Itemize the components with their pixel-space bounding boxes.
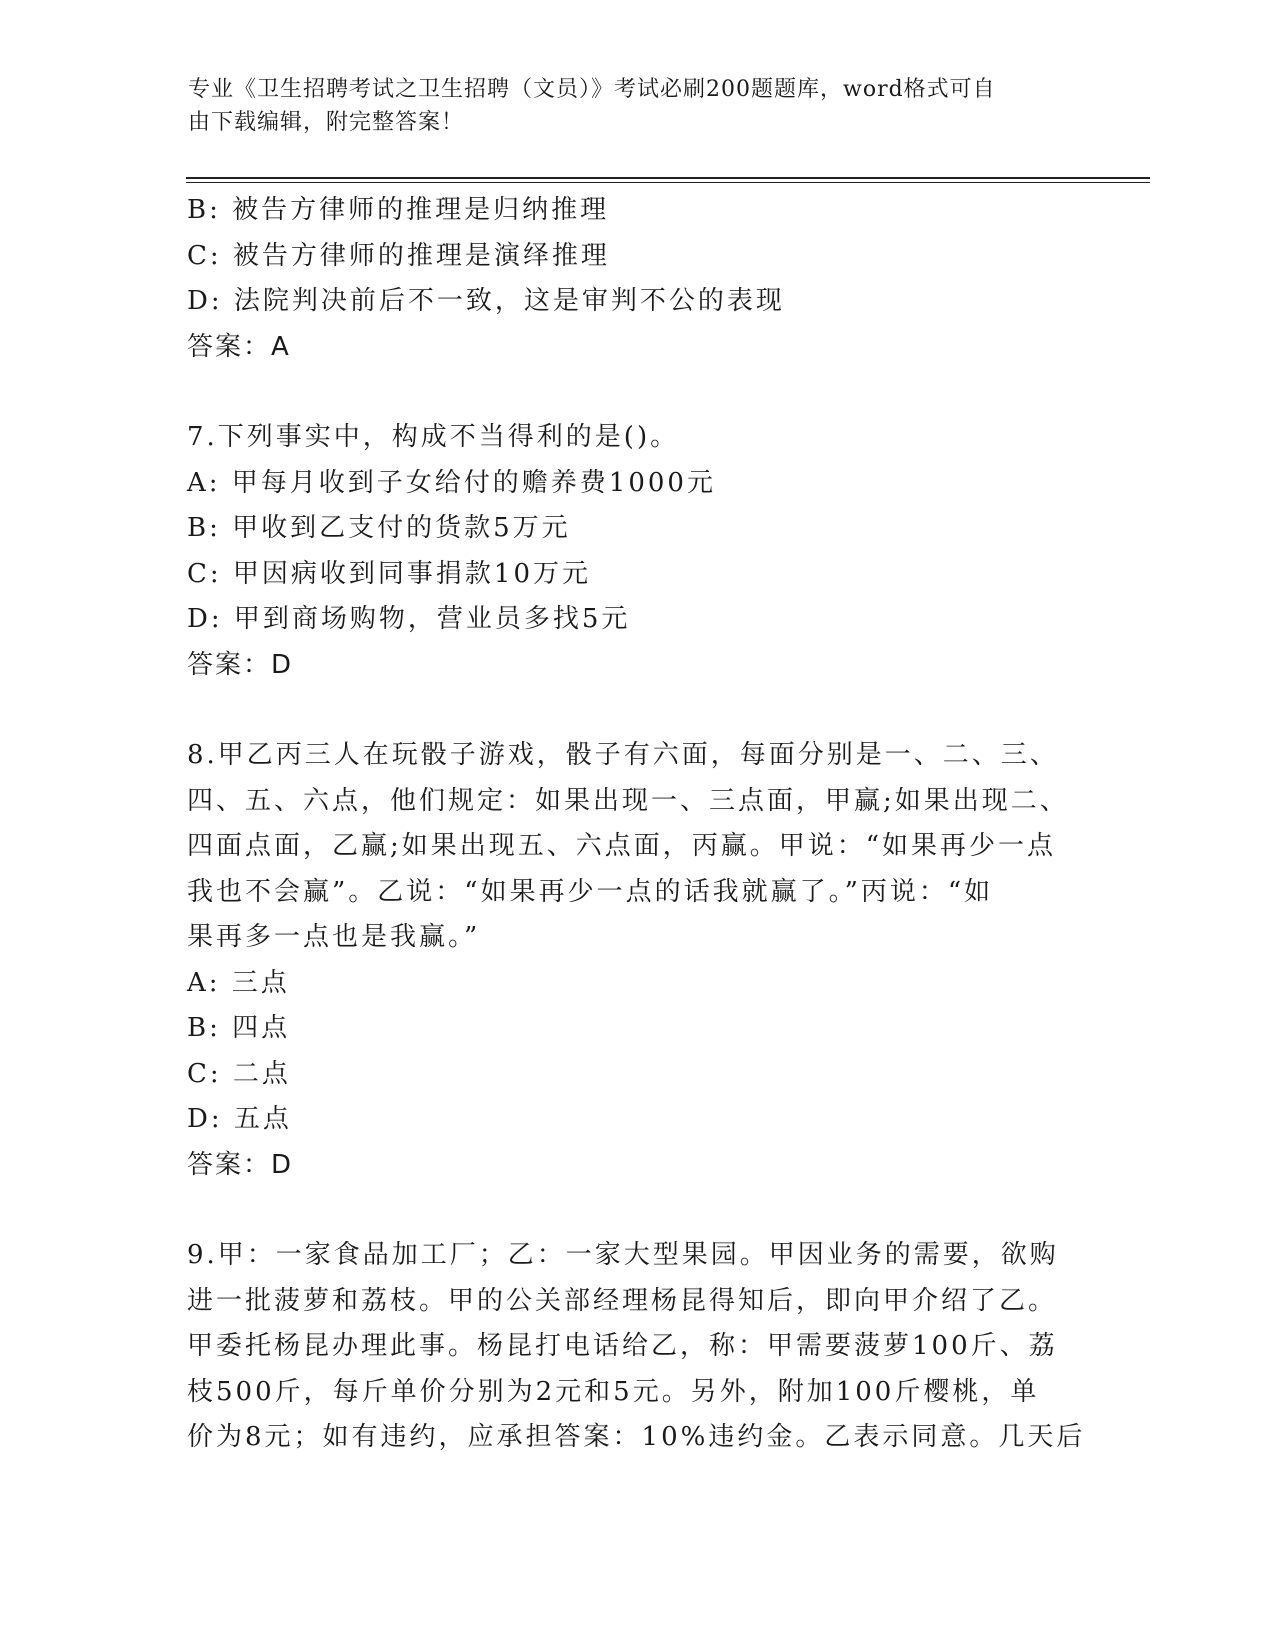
question-stem-line: 枝500斤，每斤单价分别为2元和5元。另外，附加100斤樱桃，单 [187, 1376, 1040, 1407]
answer: 答案：D [187, 1149, 294, 1180]
document-body [187, 188, 1086, 1461]
question-stem-line: 进一批菠萝和荔枝。甲的公关部经理杨昆得知后，即向甲介绍了乙。 [187, 1285, 1058, 1316]
option-d: D: 法院判决前后不一致，这是审判不公的表现 [187, 286, 785, 316]
option-b: B: 被告方律师的推理是归纳推理 [187, 195, 610, 225]
option-c: C: 甲因病收到同事捐款10万元 [187, 558, 592, 589]
option-c: C: 被告方律师的推理是演绎推理 [187, 240, 610, 271]
spacer [187, 1188, 1067, 1233]
question-9 [187, 1233, 1086, 1461]
answer: 答案：A [187, 331, 291, 362]
question-stem-line: 价为8元；如有违约，应承担答案：10%违约金。乙表示同意。几天后 [187, 1422, 1086, 1452]
option-a: A: 三点 [187, 967, 290, 998]
spacer [187, 370, 1067, 415]
question-stem: 7.下列事实中，构成不当得利的是()。 [187, 422, 680, 452]
spacer [187, 688, 1067, 733]
header-divider-thick [186, 177, 1150, 179]
answer: 答案：D [187, 649, 294, 680]
question-stem-line: 8.甲乙丙三人在玩骰子游戏，骰子有六面，每面分别是一、二、三、 [187, 740, 1059, 770]
option-d: D: 五点 [187, 1104, 292, 1134]
question-stem-line: 四面点面，乙赢;如果出现五、六点面，丙赢。甲说：“如果再少一点 [187, 831, 1057, 861]
question-stem-line: 9.甲：一家食品加工厂；乙：一家大型果园。甲因业务的需要，欲购 [187, 1240, 1059, 1270]
question-7 [187, 415, 1067, 688]
question-8 [187, 733, 1067, 1188]
question-stem-line: 四、五、六点，他们规定：如果出现一、三点面，甲赢;如果出现二、 [187, 785, 1069, 816]
document-header [188, 73, 1068, 139]
option-c: C: 二点 [187, 1058, 291, 1089]
question-stem-line: 我也不会赢”。乙说：“如果再少一点的话我就赢了。”丙说：“如 [187, 876, 994, 907]
question-stem-line: 果再多一点也是我赢。” [187, 922, 481, 952]
header-line-2: 由下载编辑，附完整答案！ [188, 110, 465, 135]
option-b: B: 四点 [187, 1013, 291, 1043]
question-stem-line: 甲委托杨昆办理此事。杨昆打电话给乙，称：甲需要菠萝100斤、荔 [187, 1331, 1058, 1361]
option-d: D: 甲到商场购物，营业员多找5元 [187, 604, 631, 634]
option-b: B: 甲收到乙支付的货款5万元 [187, 513, 571, 543]
option-a: A: 甲每月收到子女给付的赡养费1000元 [187, 467, 716, 498]
header-divider-thin [186, 182, 1150, 183]
header-line-1: 专业《卫生招聘考试之卫生招聘（文员）》考试必刷200题题库，word格式可自 [188, 77, 996, 102]
question-6-continued [187, 188, 1067, 370]
